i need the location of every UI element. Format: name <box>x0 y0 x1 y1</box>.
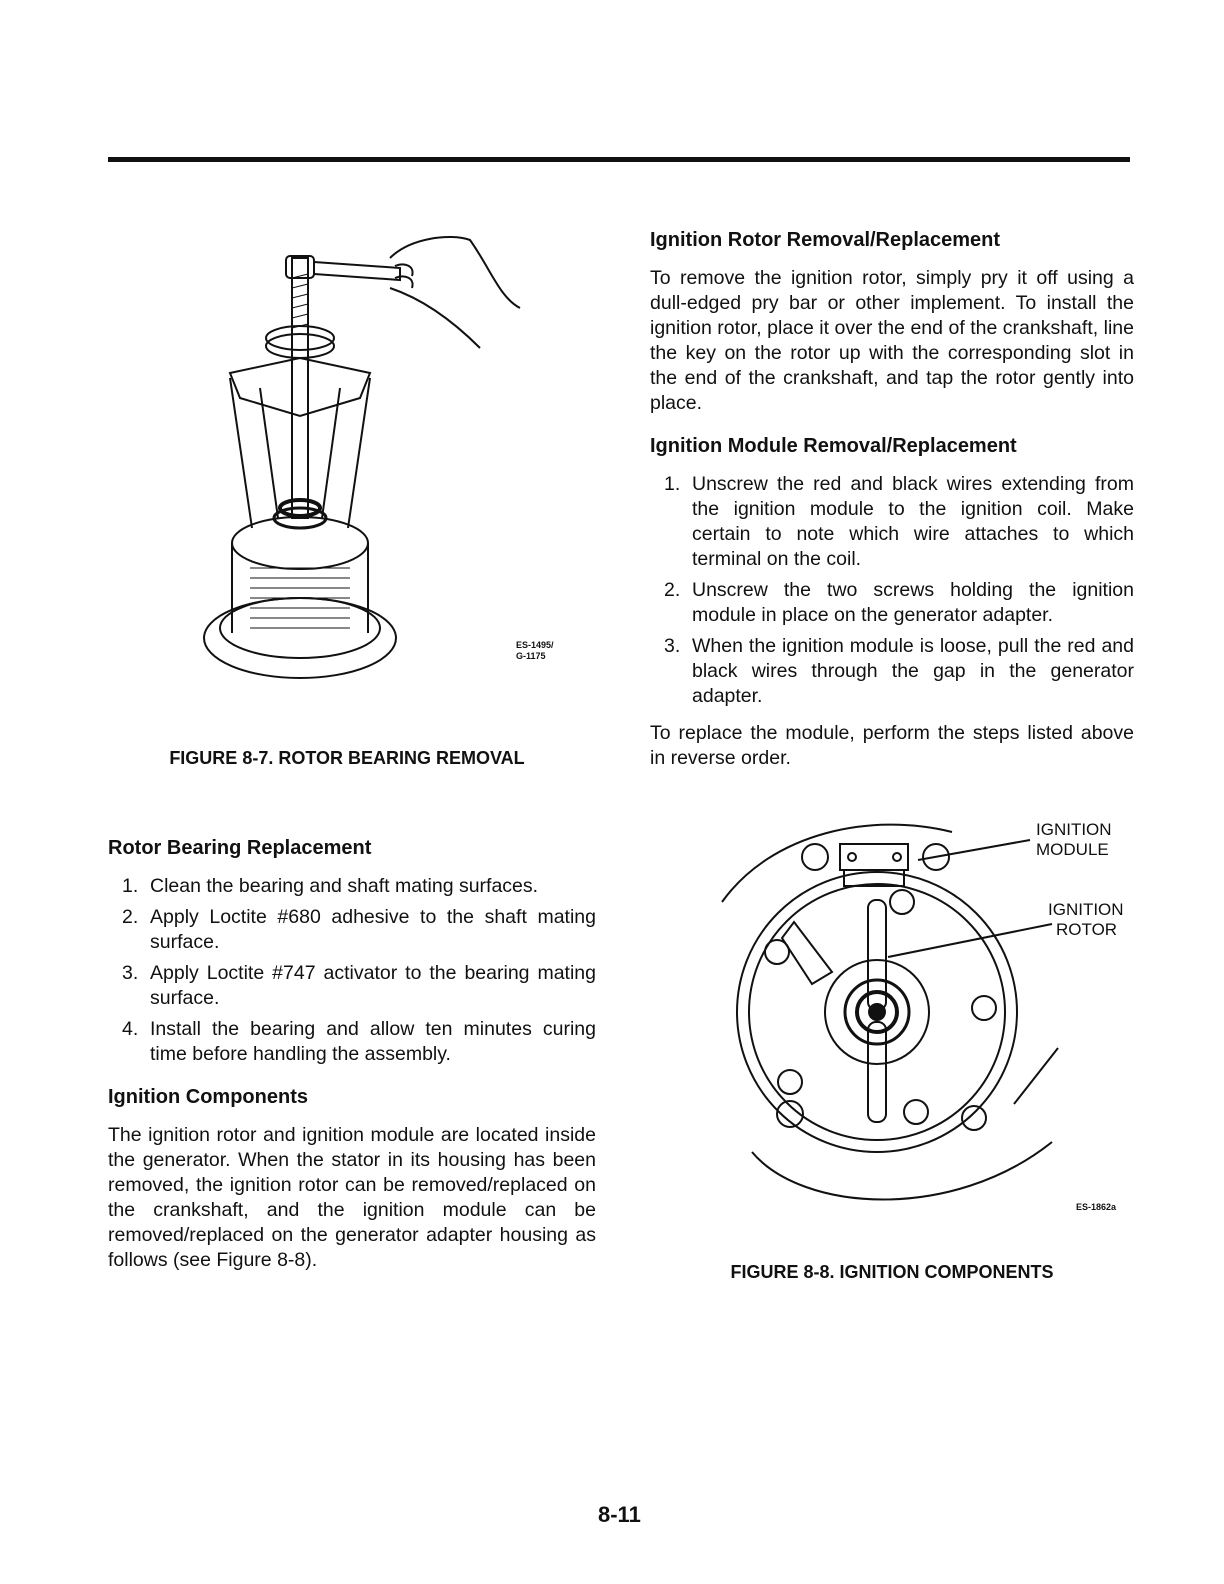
step-number: 1. <box>122 875 139 897</box>
step-text: Install the bearing and allow ten minutes curing time before handling the assembly. <box>150 1018 596 1065</box>
figure-8-caption: FIGURE 8-8. IGNITION COMPONENTS <box>730 1262 1054 1282</box>
step-number: 2. <box>122 906 139 928</box>
ignition-rotor-label-line1: IGNITION <box>1048 900 1124 919</box>
left-column <box>108 836 596 1287</box>
figure-7-caption: FIGURE 8-7. ROTOR BEARING REMOVAL <box>169 748 525 768</box>
step-number: 3. <box>664 635 681 657</box>
ignition-components-body: The ignition rotor and ignition module are located inside the generator. When the stator in its housing has been removed, the ignition rotor can be removed/replaced on the crankshaft, and the ignition module can be removed/replaced on the generator adapter housing as follows (see Figure 8-8). <box>108 1124 596 1271</box>
list-item <box>108 874 596 899</box>
rotor-bearing-title: Rotor Bearing Replacement <box>108 837 372 859</box>
ignition-rotor-body: To remove the ignition rotor, simply pry it off using a dull-edged pry bar or other implement. To install the ignition rotor, place it over the end of the crankshaft, line the key on the rotor up with the corresponding slot in the end of the crankshaft, and tap the rotor gently into place. <box>650 267 1134 414</box>
page-number: 8-11 <box>598 1502 641 1527</box>
right-column <box>650 228 1134 785</box>
ignition-rotor-label-line2: ROTOR <box>1056 920 1118 939</box>
figure-7-id <box>516 640 554 662</box>
ignition-module-label-line1: IGNITION <box>1036 820 1112 839</box>
step-text: Apply Loctite #680 adhesive to the shaft mating surface. <box>150 906 596 953</box>
figure-7-id-line2: G-1175 <box>516 651 546 661</box>
step-text: Unscrew the two screws holding the ignition module in place on the generator adapter. <box>692 579 1134 626</box>
figure-8-id: ES-1862a <box>1076 1202 1117 1212</box>
ignition-module-label-line2: MODULE <box>1036 840 1109 859</box>
step-text: When the ignition module is loose, pull the red and black wires through the gap in the generator adapter. <box>692 635 1134 707</box>
header-rule <box>108 157 1130 162</box>
figure-7-id-line1: ES-1495/ <box>516 640 554 650</box>
list-item <box>650 634 1134 709</box>
step-number: 1. <box>664 473 681 495</box>
ignition-components-title: Ignition Components <box>108 1086 308 1108</box>
step-number: 2. <box>664 579 681 601</box>
list-item <box>650 472 1134 572</box>
step-number: 4. <box>122 1018 139 1040</box>
ignition-rotor-label <box>1048 900 1124 940</box>
list-item <box>108 961 596 1011</box>
step-text: Apply Loctite #747 activator to the bearing mating surface. <box>150 962 596 1009</box>
step-text: Clean the bearing and shaft mating surfaces. <box>150 875 539 897</box>
rotor-bearing-removal-illustration <box>190 228 550 698</box>
ignition-module-closing: To replace the module, perform the steps listed above in reverse order. <box>650 722 1134 769</box>
step-text: Unscrew the red and black wires extending from the ignition module to the ignition coil. Make certain to note which wire attaches to which terminal on the coil. <box>692 473 1134 570</box>
ignition-rotor-title: Ignition Rotor Removal/Replacement <box>650 229 1001 251</box>
step-number: 3. <box>122 962 139 984</box>
list-item <box>650 578 1134 628</box>
rotor-bearing-steps <box>108 874 596 1067</box>
list-item <box>108 1017 596 1067</box>
ignition-module-label <box>1036 820 1112 860</box>
list-item <box>108 905 596 955</box>
ignition-module-steps <box>650 472 1134 709</box>
ignition-components-illustration <box>712 812 1132 1222</box>
ignition-module-title: Ignition Module Removal/Replacement <box>650 435 1017 457</box>
